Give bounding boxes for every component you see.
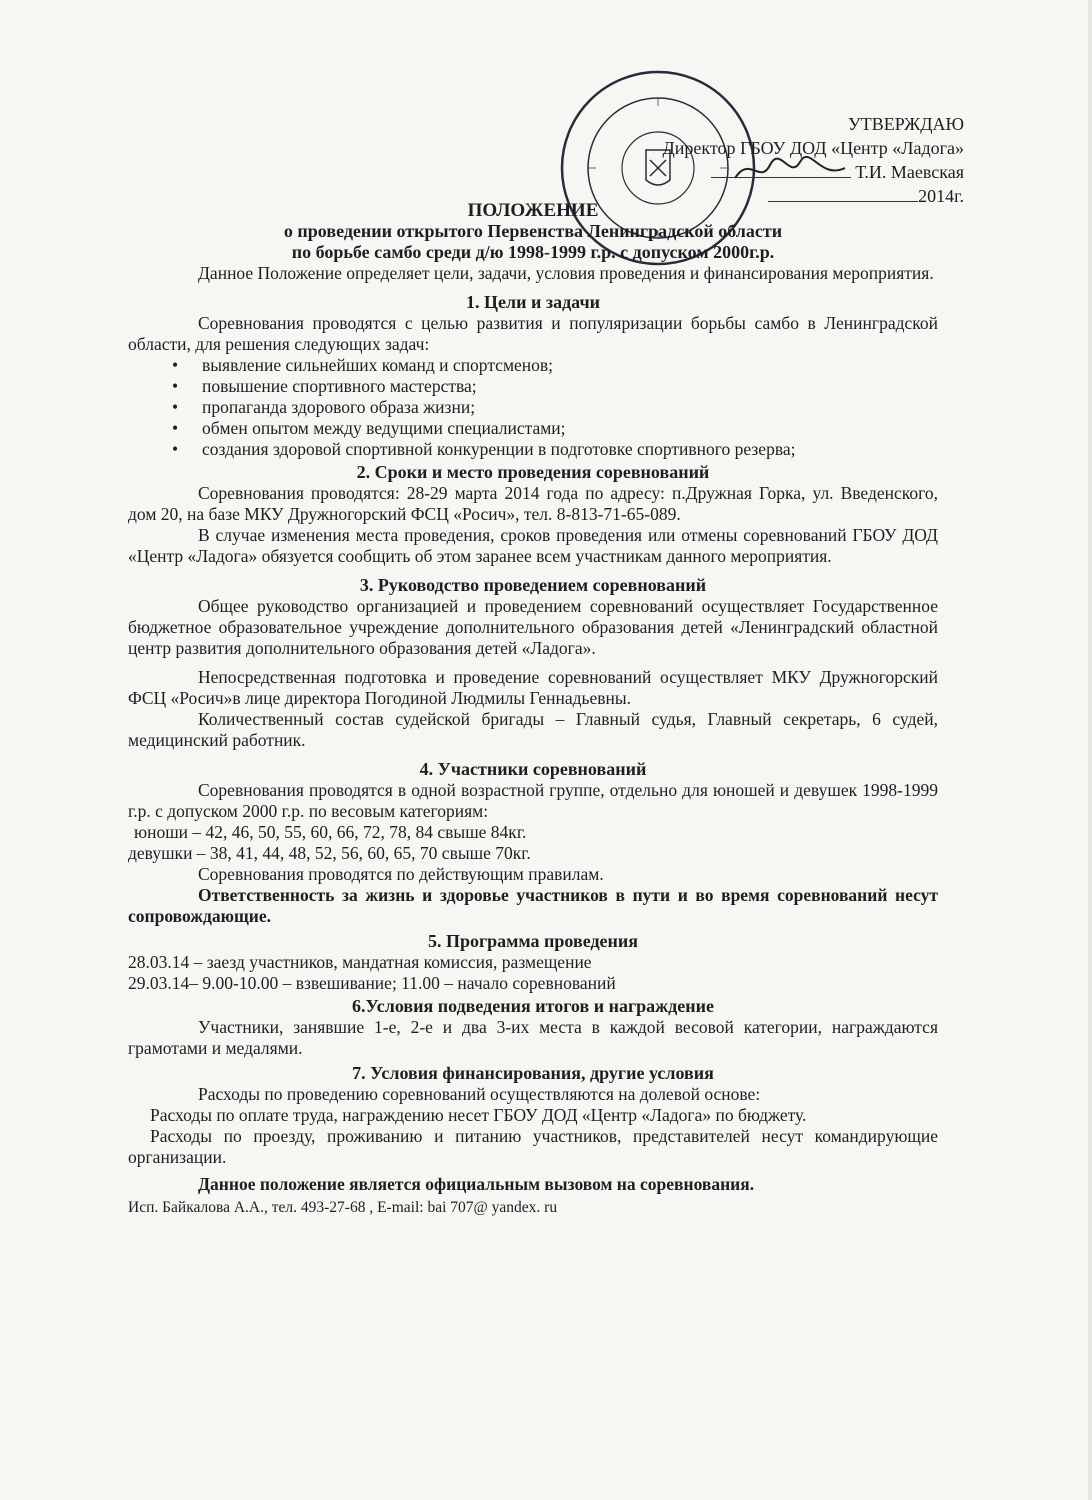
list-item: • пропаганда здорового образа жизни;	[202, 397, 938, 418]
section-4-p2: Соревнования проводятся по действующим правилам.	[198, 864, 604, 884]
document-subtitle-1: о проведении открытого Первенства Ленинградской области	[283, 221, 783, 241]
approve-position: Директор ГБОУ ДОД «Центр «Ладога»	[662, 138, 964, 158]
section-7-heading: 7. Условия финансирования, другие условия	[352, 1063, 714, 1083]
official-call-note: Данное положение является официальным вызовом на соревнования.	[198, 1174, 755, 1194]
section-7-p3: Расходы по проезду, проживанию и питанию участников, представителей несут командирующие организации.	[128, 1126, 938, 1167]
list-item: • создания здоровой спортивной конкуренции в подготовке спортивного резерва;	[202, 439, 938, 460]
section-3-p2: Непосредственная подготовка и проведение соревнований осуществляет МКУ Дружногорский ФСЦ «Росич»в лице директора Погодиной Людмилы Геннадьевны.	[128, 667, 938, 708]
weight-categories-boys: юноши – 42, 46, 50, 55, 60, 66, 72, 78, 84 свыше 84кг.	[134, 822, 527, 842]
goals-list	[128, 355, 938, 460]
contact-footer: Исп. Байкалова А.А., тел. 493-27-68 , E-mail: bai 707@ yandex. ru	[128, 1199, 558, 1216]
section-7-p1: Расходы по проведению соревнований осуществляются на долевой основе:	[198, 1084, 761, 1104]
section-2-p2: В случае изменения места проведения, сроков проведения или отмены соревнований ГБОУ ДОД «Центр «Ладога» обязуется сообщить об этом заранее всем участникам данного мероприятия.	[128, 525, 938, 566]
document-title: ПОЛОЖЕНИЕ	[467, 200, 599, 221]
weight-categories-girls: девушки – 38, 41, 44, 48, 52, 56, 60, 65, 70 свыше 70кг.	[128, 843, 531, 863]
document-body	[128, 200, 938, 1218]
schedule-line-2: 29.03.14– 9.00-10.00 – взвешивание; 11.00 – начало соревнований	[128, 973, 616, 993]
section-2-heading: 2. Сроки и место проведения соревнований	[356, 462, 710, 482]
section-6-heading: 6.Условия подведения итогов и награждение	[351, 996, 715, 1016]
responsibility-note: Ответственность за жизнь и здоровье участников в пути и во время соревнований несут сопровождающие.	[128, 885, 938, 926]
approval-block	[584, 112, 964, 208]
schedule-line-1: 28.03.14 – заезд участников, мандатная комиссия, размещение	[128, 952, 592, 972]
section-1-heading: 1. Цели и задачи	[466, 292, 600, 312]
approve-heading: УТВЕРЖДАЮ	[847, 114, 964, 134]
list-item: • обмен опытом между ведущими специалистами;	[202, 418, 938, 439]
approve-year: 2014г.	[918, 186, 964, 206]
list-item: • повышение спортивного мастерства;	[202, 376, 938, 397]
list-item: • выявление сильнейших команд и спортсменов;	[202, 355, 938, 376]
section-5-heading: 5. Программа проведения	[427, 931, 639, 951]
section-3-p1: Общее руководство организацией и проведением соревнований осуществляет Государственное бюджетное образовательное учреждение дополнительного образования детей «Ленинградский областной центр развития дополнительного образования детей «Ладога».	[128, 596, 938, 658]
section-4-heading: 4. Участники соревнований	[419, 759, 647, 779]
approve-name: Т.И. Маевская	[855, 162, 964, 182]
scan-edge	[1088, 0, 1092, 1500]
section-3-heading: 3. Руководство проведением соревнований	[359, 575, 707, 595]
section-4-p1: Соревнования проводятся в одной возрастной группе, отдельно для юношей и девушек 1998-1999 г.р. с допуском 2000 г.р. по весовым категориям:	[128, 780, 938, 821]
section-7-p2: Расходы по оплате труда, награждению несет ГБОУ ДОД «Центр «Ладога» по бюджету.	[150, 1105, 807, 1125]
section-6-p1: Участники, занявшие 1-е, 2-е и два 3-их места в каждой весовой категории, награждаются грамотами и медалями.	[128, 1017, 938, 1058]
section-2-p1: Соревнования проводятся: 28-29 марта 2014 года по адресу: п.Дружная Горка, ул. Введенского, дом 20, на базе МКУ Дружногорский ФСЦ «Росич», тел. 8-813-71-65-089.	[128, 483, 938, 524]
section-1-text: Соревнования проводятся с целью развития и популяризации борьбы самбо в Ленинградской области, для решения следующих задач:	[128, 313, 938, 354]
intro-paragraph: Данное Положение определяет цели, задачи, условия проведения и финансирования мероприятия.	[198, 263, 934, 283]
section-3-p3: Количественный состав судейской бригады – Главный судья, Главный секретарь, 6 судей, медицинский работник.	[128, 709, 938, 750]
document-subtitle-2: по борьбе самбо среди д/ю 1998-1999 г.р. с допуском 2000г.р.	[291, 242, 775, 262]
